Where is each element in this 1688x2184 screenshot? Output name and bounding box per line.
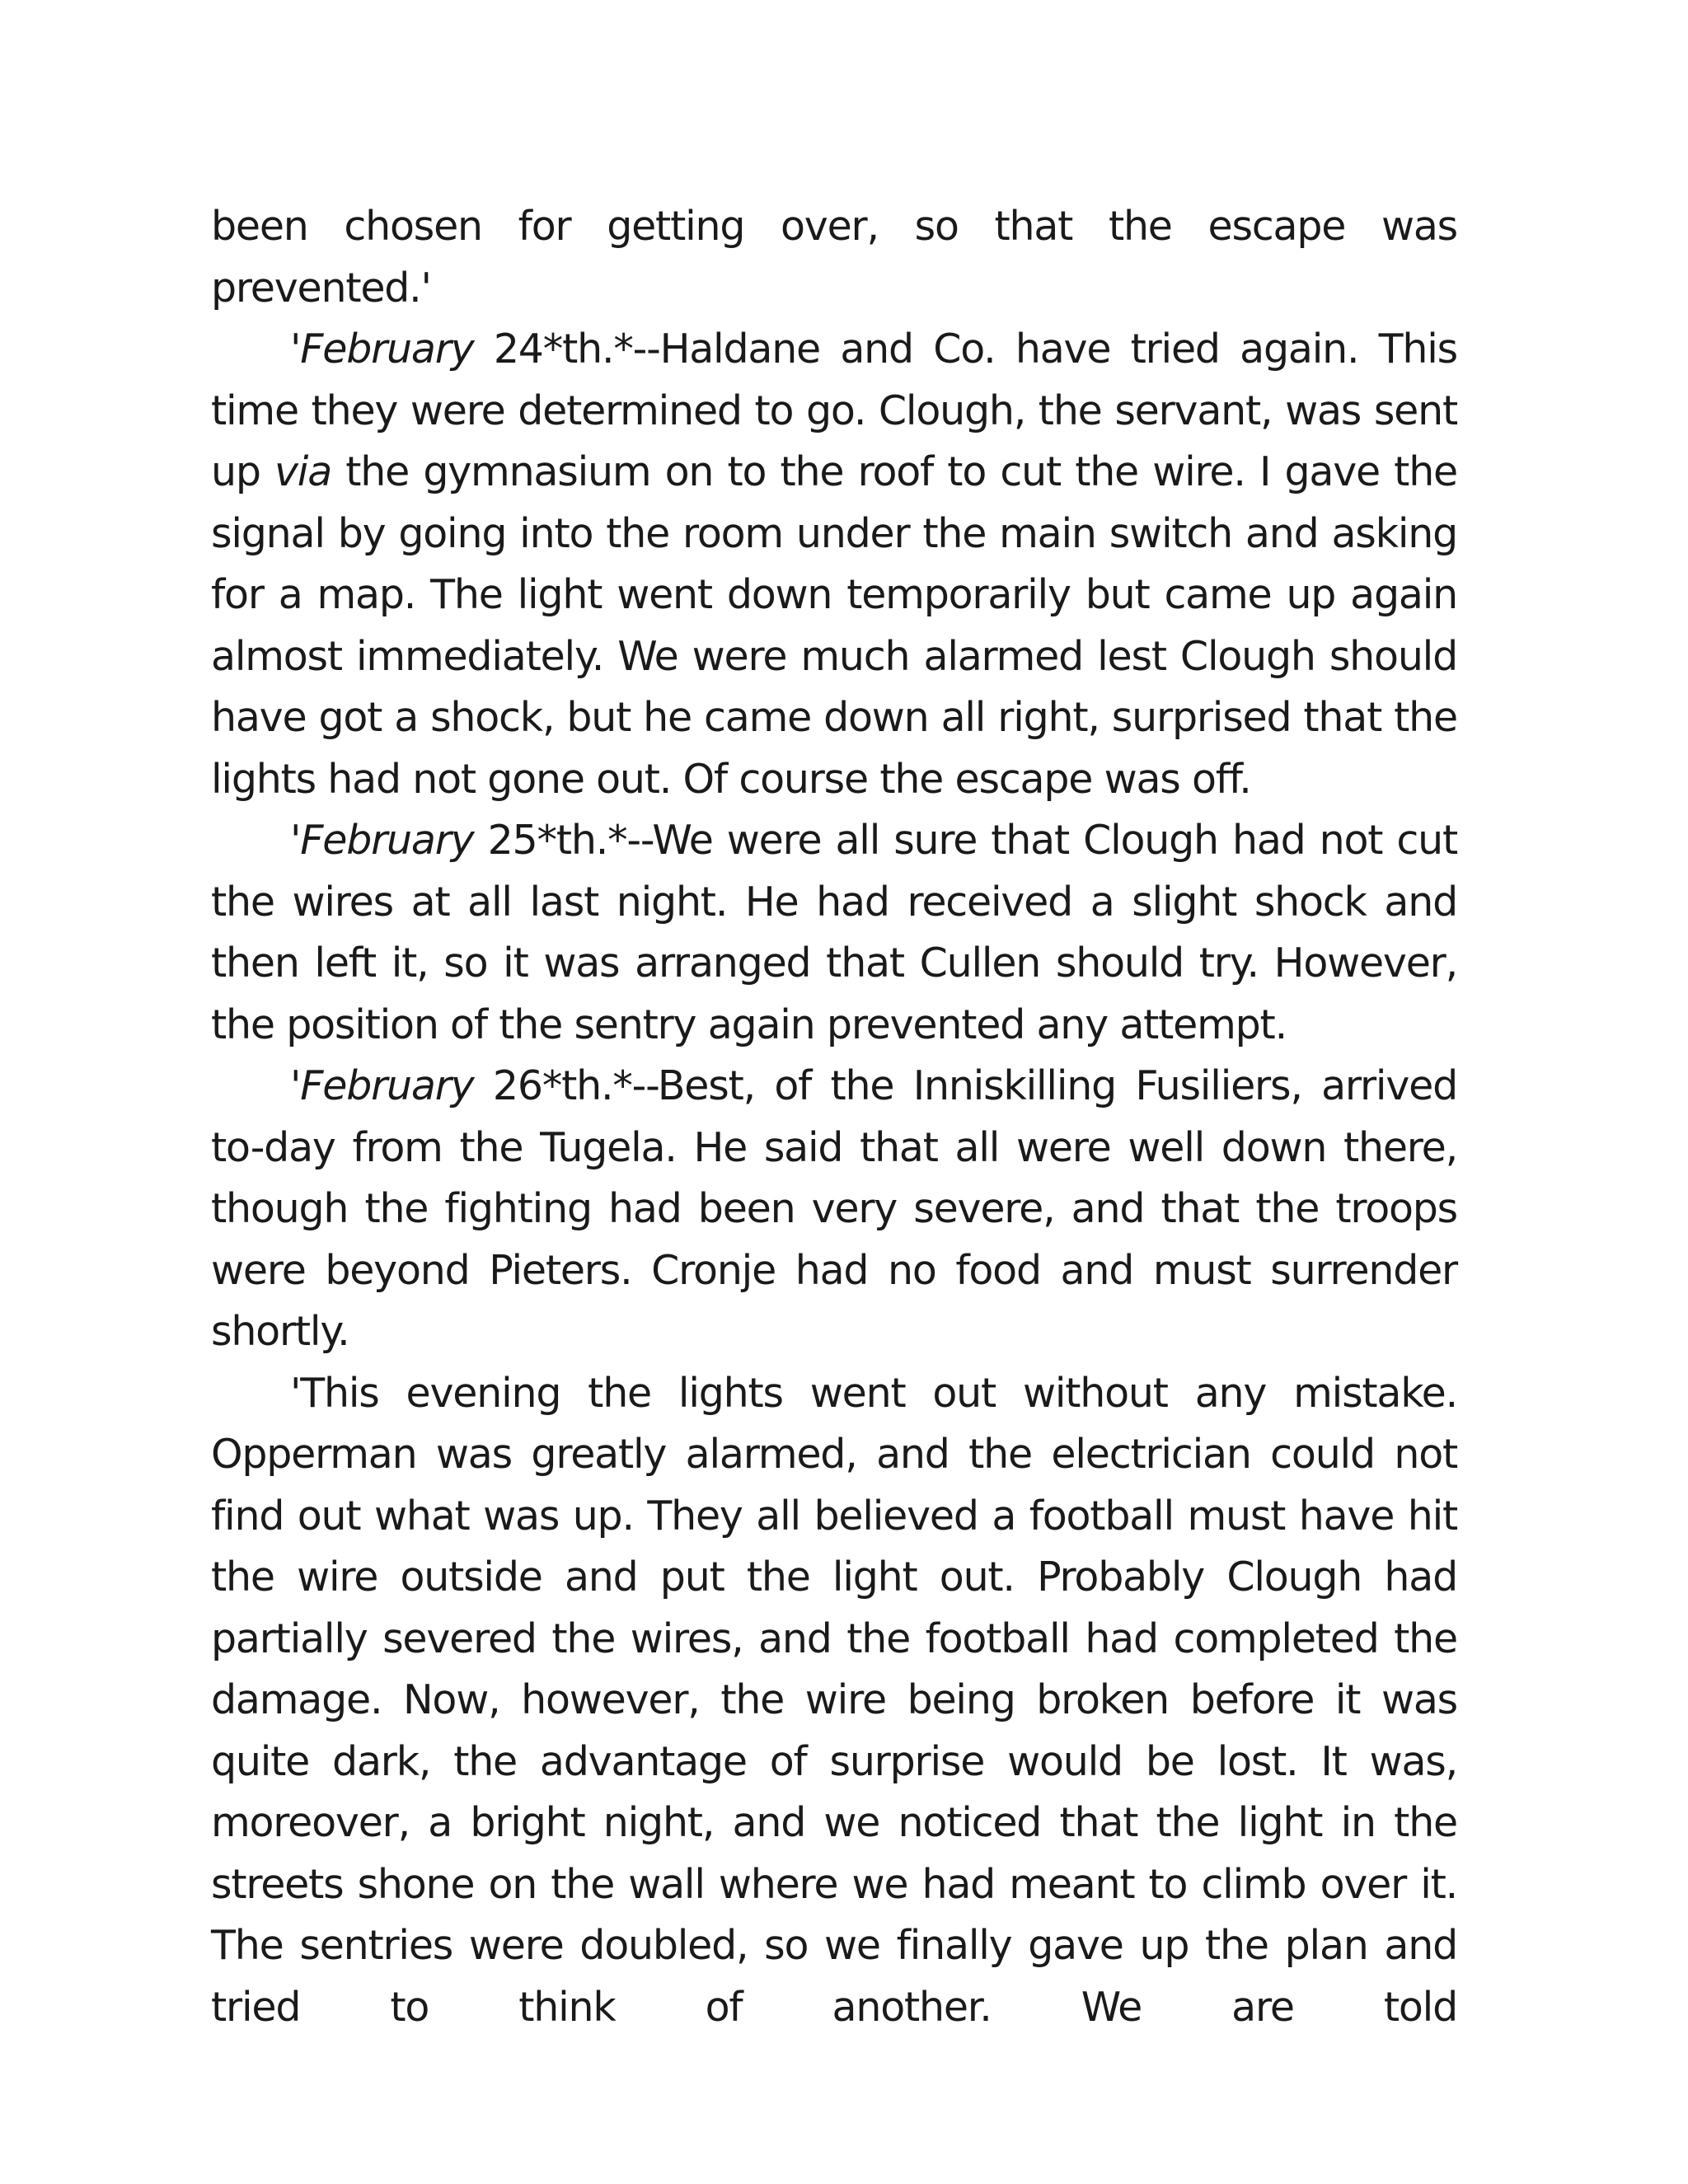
text-run: the gymnasium on to the roof to cut the wire. I gave the signal by going into the room under the main switch and asking for a map. The light went down temporarily but came up again almost immediately. We were much alarmed lest Clough should have got a shock, but he came down all right, surprised that the lights had not gone out. Of course the escape was off. xyxy=(211,448,1457,803)
body-paragraph xyxy=(211,1363,1457,2039)
text-run: 26*th.*--Best, of the Inniskilling Fusiliers, arrived to-day from the Tugela. He said that all were well down there, though the fighting had been very severe, and that the troops were beyond Pieters. Cronje had no food and must surrender shortly. xyxy=(211,1062,1457,1355)
text-run: ' xyxy=(290,817,301,864)
text-run: ' xyxy=(290,1062,301,1109)
body-paragraph xyxy=(211,196,1457,319)
body-paragraph xyxy=(211,810,1457,1056)
text-run: ' xyxy=(290,326,301,373)
body-paragraph xyxy=(211,319,1457,810)
body-paragraph xyxy=(211,1056,1457,1363)
text-run: been chosen for getting over, so that the escape was prevented.' xyxy=(211,203,1457,312)
italic-text: February xyxy=(300,1062,474,1109)
text-run: 'This evening the lights went out without any mistake. Opperman was greatly alarmed, and the electrician could not find out what was up. They all believed a football must have hit the wire outside and put the light out. Probably Clough had partially severed the wires, and the football had completed the damage. Now, however, the wire being broken before it was quite dark, the advantage of surprise would be lost. It was, moreover, a bright night, and we noticed that the light in the streets shone on the wall where we had meant to climb over it. The sentries were doubled, so we finally gave up the plan and tried to think of another. We are told xyxy=(211,1369,1457,2031)
text-run: 25*th.*--We were all sure that Clough had not cut the wires at all last night. He had received a slight shock and then left it, so it was arranged that Cullen should try. However, the position of the sentry again prevented any attempt. xyxy=(211,817,1457,1048)
text-run: 24*th.*--Haldane and Co. have tried again. This time they were determined to go. Clough, the servant, was sent up xyxy=(211,326,1457,495)
document-page xyxy=(211,196,1457,2038)
italic-text: February xyxy=(300,817,474,864)
italic-text: February xyxy=(300,326,474,373)
italic-text: via xyxy=(274,448,332,495)
